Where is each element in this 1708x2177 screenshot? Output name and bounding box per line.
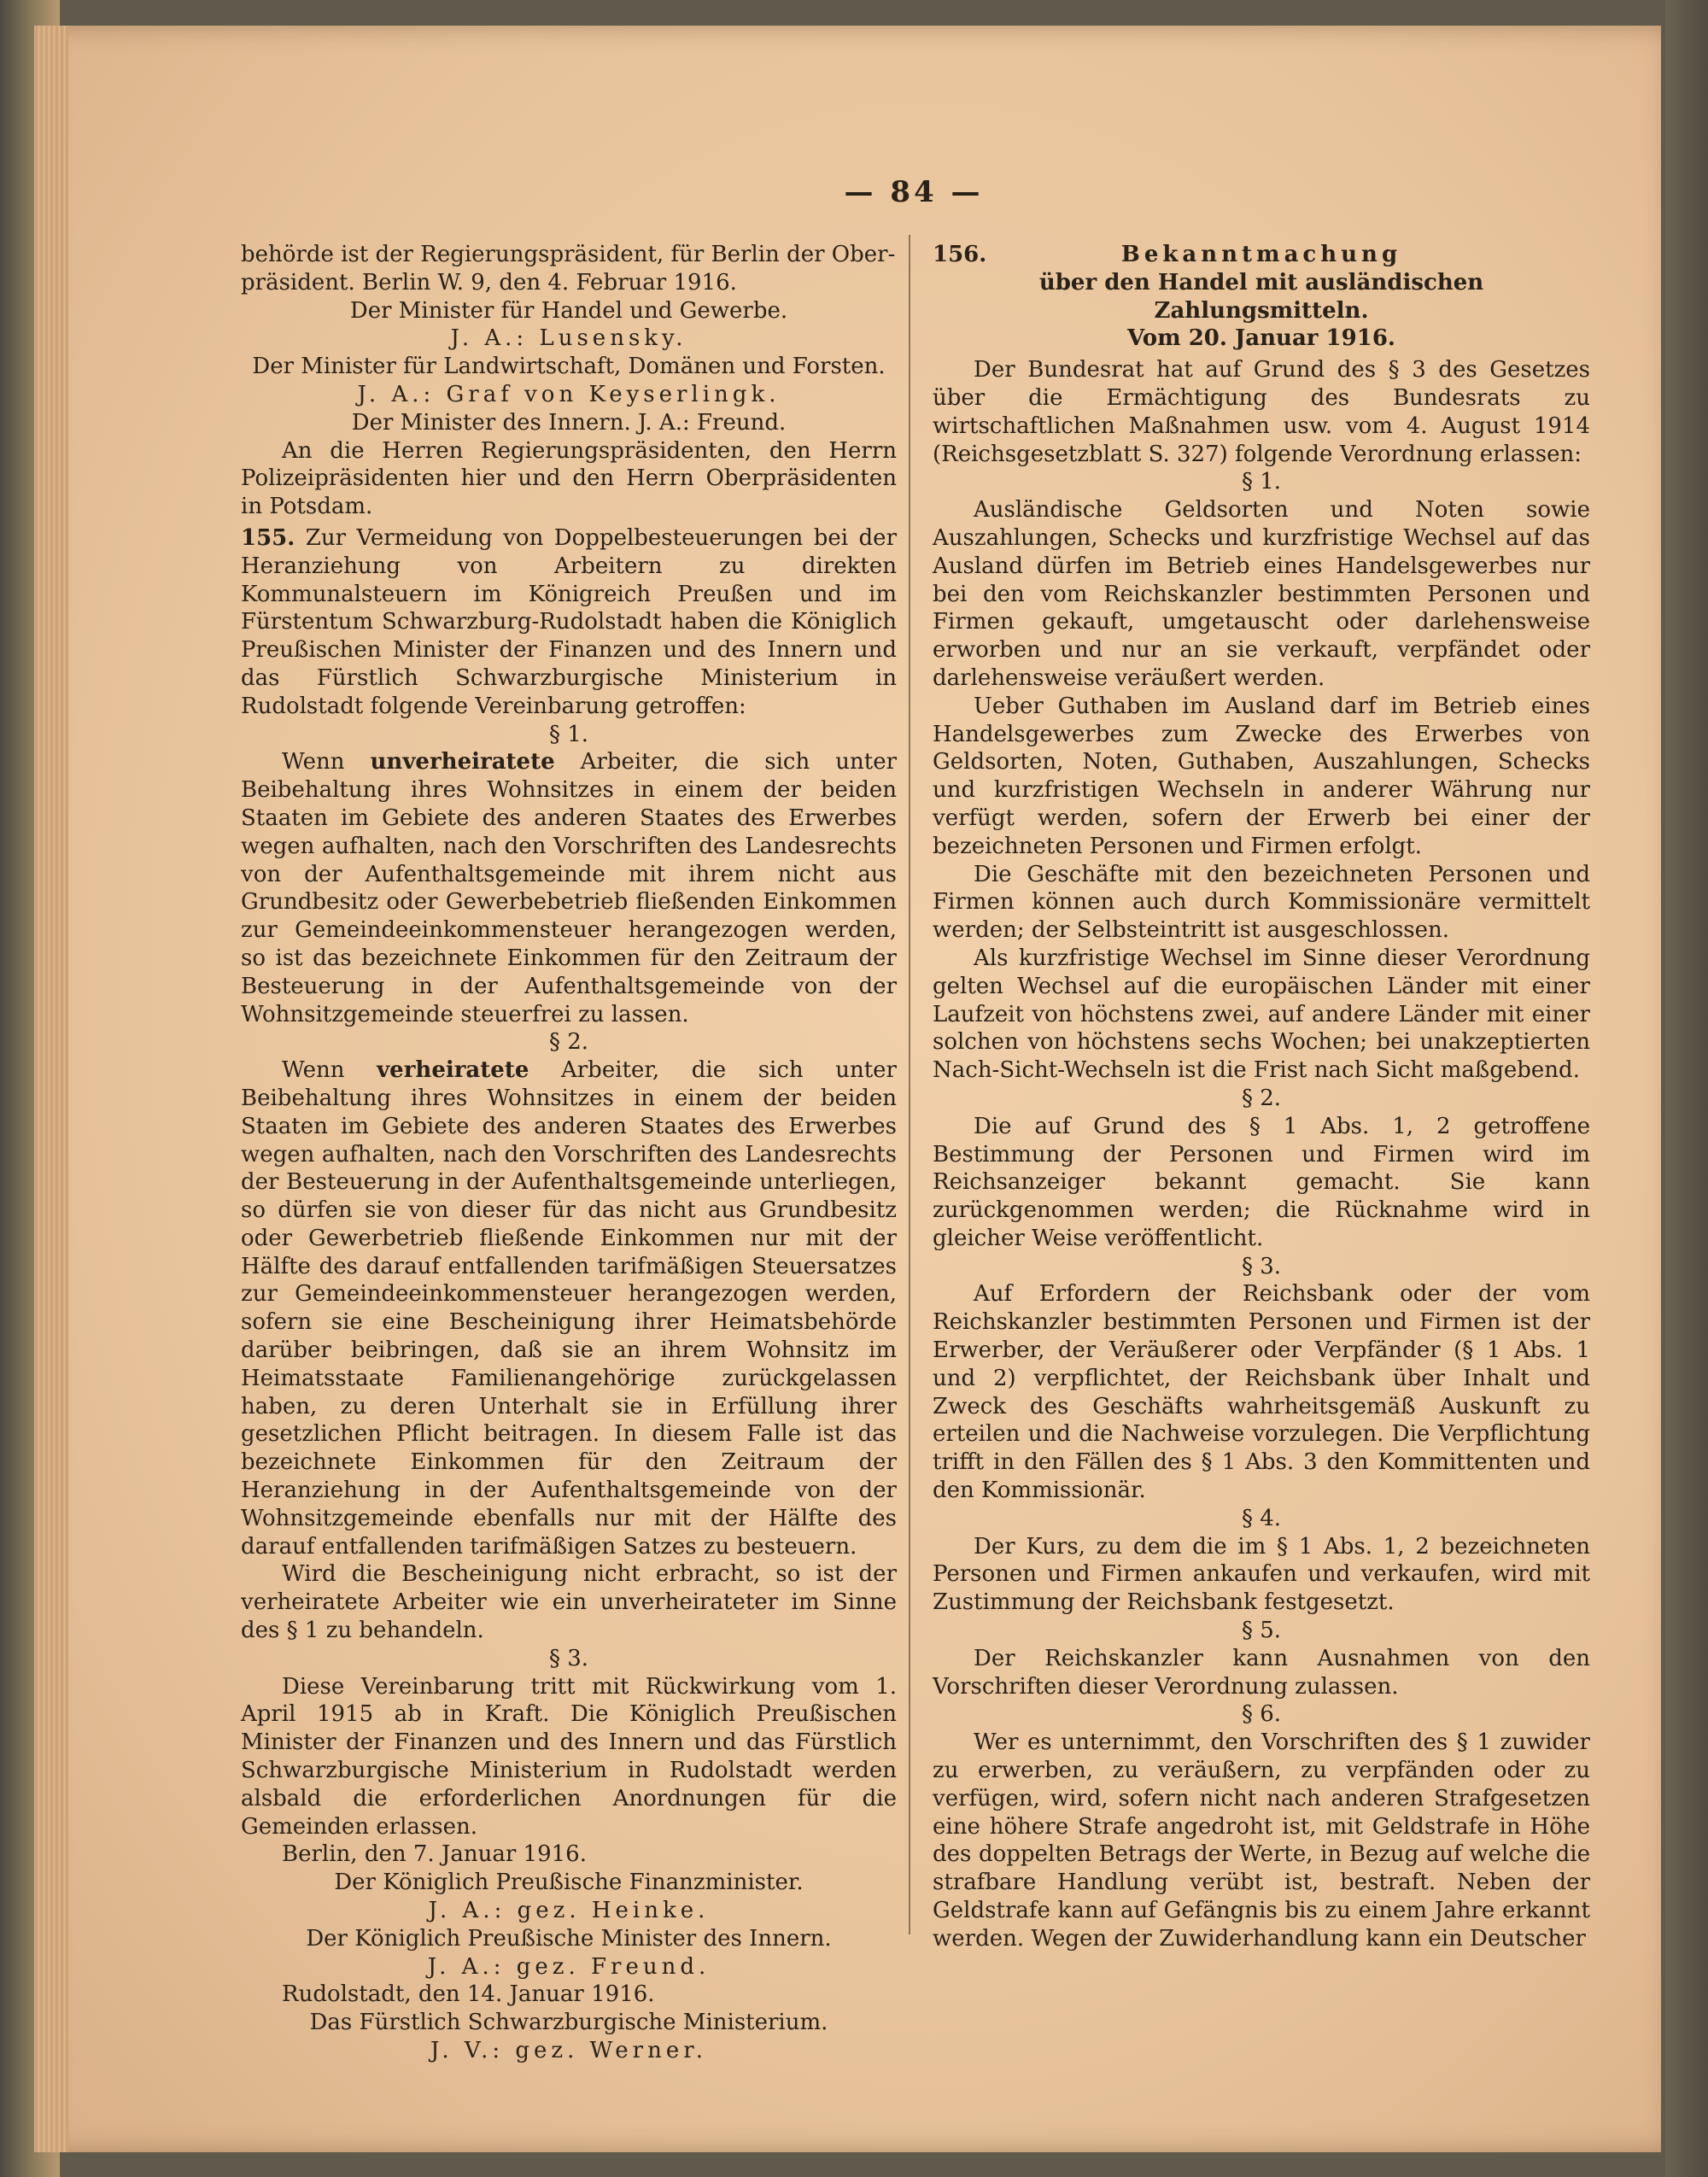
r-section-4-heading: § 4.	[1241, 1505, 1282, 1531]
r-section-1-para-4: Als kurzfristige Wechsel im Sinne dieser Verordnung gelten Wechsel auf die europäischen Länder mit einer Laufzeit von höchstens zwei, auf andere Länder mit einer solchen von höchstens sechs Wochen; bei unakzeptierten Nach-Sicht-Wechseln ist die Frist nach Sicht maßgebend.	[933, 945, 1590, 1084]
section-3-text: Diese Vereinbarung tritt mit Rückwirkung vom 1. April 1915 ab in Kraft. Die Königlich Preußischen Minister der Finanzen und des Innern und das Fürstlich Schwarzburgische Ministerium in Rudolstadt werden alsbald die erforderlichen Anordnungen für die Gemeinden erlassen.	[241, 1673, 897, 1840]
item-155-number: 155.	[241, 524, 295, 551]
item-156-number: 156.	[933, 242, 987, 267]
addressees: An die Herren Regierungspräsidenten, den Herrn Polizeipräsidenten hier und den Herrn Oberpräsidenten in Potsdam.	[241, 437, 897, 520]
announcement-title: Bekanntmachung	[1120, 242, 1402, 267]
signature-minister-trade: Der Minister für Handel und Gewerbe.	[349, 297, 788, 324]
item-156-header	[933, 241, 1590, 269]
r-section-1-para-2: Ueber Guthaben im Ausland darf im Betrieb eines Handelsgewerbes zum Zwecke des Erwerbes von Geldsorten, Noten, Guthaben, Auszahlungen, Schecks und kurzfristigen Wechseln in anderer Währung nur verfügt werden, sofern der Erwerb bei einer der bezeichneten Personen und Firmen erfolgt.	[933, 693, 1590, 859]
continued-text-line1: behörde ist der Regierungspräsident, für Berlin der Ober-	[241, 242, 896, 267]
announcement-date: Vom 20. Januar 1916.	[1127, 325, 1395, 352]
announcement-intro: Der Bundesrat hat auf Grund des § 3 des Gesetzes über die Ermächtigung des Bundesrats zu wirtschaftlichen Maßnahmen usw. vom 4. August 1914 (Reichsgesetzblatt S. 327) folgende Verordnung erlassen:	[933, 357, 1590, 467]
continued-text-line2: präsident. Berlin W. 9, den 4. Februar 1916.	[241, 269, 737, 296]
scan-background-right	[1665, 0, 1708, 2177]
r-section-1-para-3: Die Geschäfte mit den bezeichneten Personen und Firmen können auch durch Kommissionäre vermittelt werden; der Selbsteintritt ist ausgeschlossen.	[933, 861, 1590, 944]
r-section-1-heading: § 1.	[1241, 469, 1282, 495]
signature-name-keyserlingk: J. A.: Graf von Keyserlingk.	[357, 381, 781, 407]
place-date-rudolstadt: Rudolstadt, den 14. Januar 1916.	[282, 1981, 655, 2008]
section-3-heading: § 3.	[548, 1645, 589, 1671]
page-number: — 84 —	[844, 175, 984, 209]
left-column	[241, 241, 897, 2065]
page-stack-edge	[34, 26, 68, 2152]
section-2-text-2: Wird die Bescheinigung nicht erbracht, so ist der verheiratete Arbeiter wie ein unverheirateter im Sinne des § 1 zu behandeln.	[241, 1561, 897, 1644]
section-1-heading: § 1.	[548, 721, 589, 747]
r-section-5-para-1: Der Reichskanzler kann Ausnahmen von den Vorschriften dieser Verordnung zulassen.	[933, 1645, 1590, 1700]
signature-finance-minister: Der Königlich Preußische Finanzminister.	[334, 1870, 804, 1896]
r-section-1-para-1: Ausländische Geldsorten und Noten sowie Auszahlungen, Schecks und kurzfristige Wechsel auf das Ausland dürfen im Betrieb eines Handelsgewerbes nur bei den vom Reichskanzler bestimmten Personen und Firmen gekauft, umgetauscht oder darlehensweise erworben und nur an sie verkauft, verpfändet oder darlehensweise veräußert werden.	[933, 497, 1590, 691]
right-column	[933, 241, 1590, 1953]
item-155	[241, 524, 897, 721]
column-divider	[909, 235, 910, 1934]
signature-minister-agriculture: Der Minister für Landwirtschaft, Domänen und Forsten.	[252, 354, 886, 380]
signature-name-lusensky: J. A.: Lusensky.	[450, 325, 687, 352]
r-section-4-para-1: Der Kurs, zu dem die im § 1 Abs. 1, 2 bezeichneten Personen und Firmen ankaufen und verkaufen, wird mit Zustimmung der Reichsbank festgesetzt.	[933, 1533, 1590, 1616]
r-section-2-heading: § 2.	[1241, 1085, 1282, 1111]
place-date-berlin: Berlin, den 7. Januar 1916.	[282, 1841, 587, 1868]
section-2-text: Wenn verheiratete Arbeiter, die sich unter Beibehaltung ihres Wohnsitzes in einem der beiden Staaten im Gebiete des anderen Staates des Erwerbes wegen aufhalten, nach den Vorschriften des Landesrechts der Besteuerung in der Aufenthaltsgemeinde unterliegen, so dürfen sie von dieser für das nicht aus Grundbesitz oder Gewerbetrieb fließende Einkommen nur mit der Hälfte des darauf entfallenden tarifmäßigen Steuersatzes zur Gemeindeeinkommensteuer herangezogen werden, sofern sie eine Bescheinigung ihrer Heimatsbehörde darüber beibringen, daß sie an ihrem Wohnsitz im Heimatsstaate Familienangehörige zurückgelassen haben, zu deren Unterhalt sie in Erfüllung ihrer gesetzlichen Pflicht beitragen. In diesem Falle ist das bezeichnete Einkommen für den Zeitraum der Heranziehung in der Aufenthaltsgemeinde von der Wohnsitzgemeinde ebenfalls nur mit der Hälfte des darauf entfallenden tarifmäßigen Satzes zu besteuern.	[241, 1057, 897, 1560]
section-2-heading: § 2.	[548, 1029, 589, 1056]
r-section-3-para-1: Auf Erfordern der Reichsbank oder der vom Reichskanzler bestimmten Personen und Firmen ist der Erwerber, der Veräußerer oder Verpfänder (§ 1 Abs. 1 und 2) verpflichtet, der Reichsbank über Inhalt und Zweck des Geschäfts wahrheitsgemäß Auskunft zu erteilen und die Nachweise vorzulegen. Die Verpflichtung trifft in den Fällen des § 1 Abs. 3 den Kommittenten und den Kommissionär.	[933, 1281, 1590, 1504]
item-155-text: Zur Vermeidung von Doppelbesteuerungen bei der Heranziehung von Arbeitern zu direkten Kommunalsteuern im Königreich Preußen und im Fürstentum Schwarzburg-Rudolstadt haben die Königlich Preußischen Minister der Finanzen und des Innern und das Fürstlich Schwarzburgische Ministerium in Rudolstadt folgende Vereinbarung getroffen:	[241, 524, 897, 719]
signature-interior-minister: Der Königlich Preußische Minister des Innern.	[306, 1925, 832, 1952]
section-1-text: Wenn unverheiratete Arbeiter, die sich unter Beibehaltung ihres Wohnsitzes in einem der beiden Staaten im Gebiete des anderen Staates des Erwerbes wegen aufhalten, nach den Vorschriften des Landesrechts von der Aufenthaltsgemeinde mit ihrem nicht aus Grundbesitz oder Gewerbebetrieb fließenden Einkommen zur Gemeindeeinkommensteuer herangezogen werden, so ist das bezeichnete Einkommen für den Zeitraum der Besteuerung in der Aufenthaltsgemeinde von der Wohnsitzgemeinde steuerfrei zu lassen.	[241, 749, 898, 1027]
r-section-6-para-1: Wer es unternimmt, den Vorschriften des § 1 zuwider zu erwerben, zu veräußern, zu verpfänden oder zu verfügen, wird, sofern nicht nach anderen Strafgesetzen eine höhere Strafe angedroht ist, mit Geldstrafe in Höhe des doppelten Betrags der Werte, in Bezug auf welche die strafbare Handlung verübt ist, bestraft. Neben der Geldstrafe kann auf Gefängnis bis zu einem Jahre erkannt werden. Wegen der Zuwiderhandlung kann ein Deutscher	[933, 1729, 1590, 1952]
signature-minister-interior: Der Minister des Innern. J. A.: Freund.	[351, 409, 787, 436]
signature-name-werner: J. V.: gez. Werner.	[430, 2038, 708, 2063]
r-section-2-para-1: Die auf Grund des § 1 Abs. 1, 2 getroffene Bestimmung der Personen und Firmen wird im Reichsanzeiger bekannt gemacht. Sie kann zurückgenommen werden; die Rücknahme wird in gleicher Weise veröffentlicht.	[933, 1113, 1590, 1251]
r-section-6-heading: § 6.	[1241, 1701, 1282, 1728]
r-section-3-heading: § 3.	[1241, 1253, 1282, 1279]
signature-schwarzburg-ministry: Das Fürstlich Schwarzburgische Ministerium.	[309, 2010, 828, 2036]
signature-name-heinke: J. A.: gez. Heinke.	[428, 1898, 710, 1924]
r-section-5-heading: § 5.	[1241, 1618, 1282, 1644]
signature-name-freund: J. A.: gez. Freund.	[427, 1953, 711, 1980]
announcement-subject: über den Handel mit ausländischen Zahlungsmitteln.	[1038, 269, 1484, 324]
